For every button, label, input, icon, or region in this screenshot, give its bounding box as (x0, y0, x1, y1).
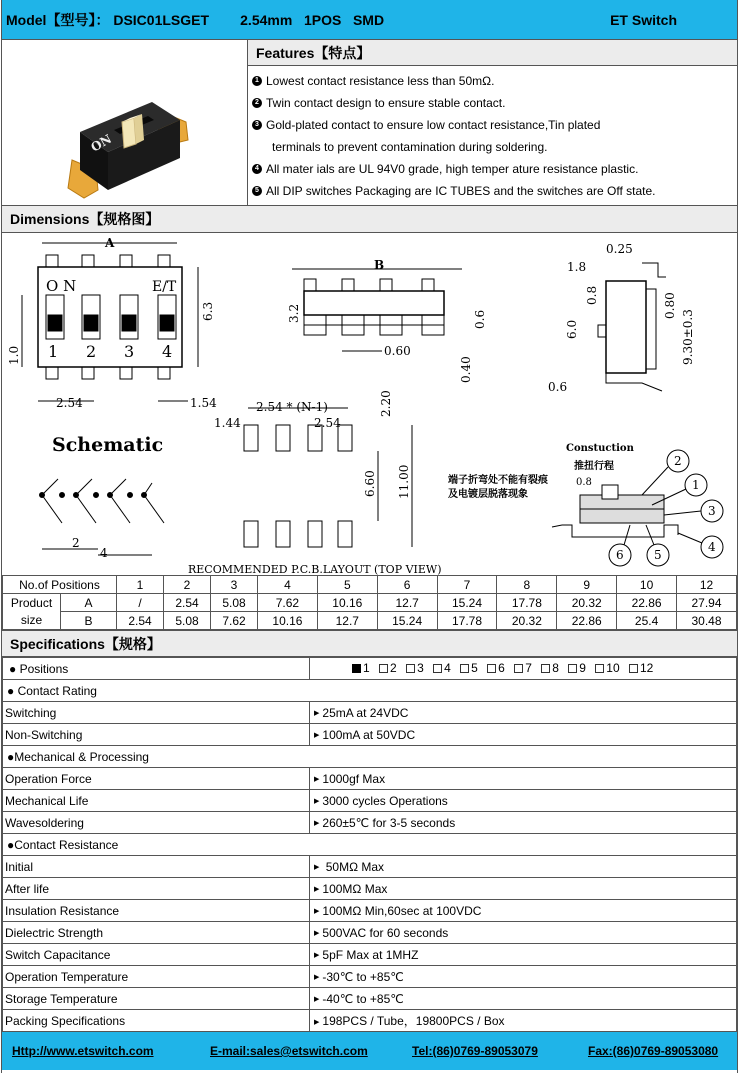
email-link[interactable]: E-mail:sales@etswitch.com (210, 1044, 368, 1058)
spec-value: ▶ 1000gf Max (310, 768, 737, 790)
feature-text: Twin contact design to ensure stable contact. (266, 96, 506, 110)
position-option[interactable]: 4 (433, 661, 451, 675)
spec-label: Wavesoldering (3, 812, 310, 834)
switch-num-4: 4 (162, 342, 173, 361)
table-row (3, 702, 737, 724)
dim-9-30: 9.30±0.3 (681, 309, 695, 365)
col-8: 8 (497, 576, 557, 594)
table-row (3, 768, 737, 790)
table-cell: 12.7 (317, 612, 377, 630)
table-row (3, 680, 737, 702)
title-bar (2, 0, 737, 40)
position-option[interactable]: 10 (595, 661, 619, 675)
checkbox-icon (433, 664, 442, 673)
specifications-table (2, 657, 737, 1032)
col-7: 7 (437, 576, 497, 594)
dim-2-20: 2.20 (379, 390, 393, 417)
dim-0-80: 0.80 (663, 292, 677, 319)
col-1: 1 (117, 576, 164, 594)
dim-b: B (374, 258, 385, 272)
schematic-dim-2: 2 (72, 536, 80, 550)
positions-header: No.of Positions (3, 576, 117, 594)
arrow-icon: ▶ (314, 908, 320, 916)
table-row (3, 724, 737, 746)
section-mechanical: ●Mechanical & Processing (3, 746, 737, 768)
table-row (3, 746, 737, 768)
table-cell: 12.7 (377, 594, 437, 612)
position-option[interactable]: 7 (514, 661, 532, 675)
specifications-title: Specifications【规格】 (2, 630, 737, 657)
dim-0-6b: 0.6 (548, 380, 568, 394)
table-cell: 22.86 (557, 612, 617, 630)
section-contact-resistance: ●Contact Resistance (3, 834, 737, 856)
pcb-layout (188, 390, 442, 575)
telephone: Tel:(86)0769-89053079 (412, 1044, 538, 1058)
dim-1-8: 1.8 (567, 260, 587, 274)
features-panel (248, 40, 737, 206)
footer-bar (2, 1032, 737, 1070)
table-row (3, 834, 737, 856)
col-2: 2 (164, 576, 211, 594)
position-option[interactable]: 2 (379, 661, 397, 675)
arrow-icon: ▶ (314, 886, 320, 894)
table-cell: 2.54 (117, 612, 164, 630)
table-cell: 25.4 (617, 612, 677, 630)
position-option[interactable]: 1 (352, 661, 370, 675)
table-row (3, 878, 737, 900)
positions-label: ● Positions (3, 658, 310, 680)
table-cell: 20.32 (497, 612, 557, 630)
table-cell: 15.24 (377, 612, 437, 630)
spec-value: ▶ 100MΩ Min,60sec at 100VDC (310, 900, 737, 922)
feature-item (252, 158, 737, 180)
col-4: 4 (258, 576, 318, 594)
table-cell: 10.16 (258, 612, 318, 630)
arrow-icon: ▶ (314, 864, 320, 872)
table-cell: 17.78 (497, 594, 557, 612)
callout-2: 2 (674, 454, 682, 468)
spec-value: ▶ -30℃ to +85℃ (310, 966, 737, 988)
spec-value: ▶ 500VAC for 60 seconds (310, 922, 737, 944)
position-option[interactable]: 6 (487, 661, 505, 675)
spec-label: Dielectric Strength (3, 922, 310, 944)
checkbox-icon (460, 664, 469, 673)
table-row (3, 900, 737, 922)
dim-0-60: 0.60 (384, 344, 411, 358)
checkbox-icon (541, 664, 550, 673)
table-row (3, 812, 737, 834)
switch-num-1: 1 (48, 342, 59, 361)
feature-item (252, 114, 737, 136)
website-link[interactable]: Http://www.etswitch.com (12, 1044, 154, 1058)
table-cell: 27.94 (677, 594, 737, 612)
switch-num-2: 2 (86, 342, 97, 361)
end-view (548, 242, 695, 394)
dim-6-3: 6.3 (201, 301, 215, 321)
positions-size-table (2, 575, 737, 630)
feature-number: 3 (252, 120, 262, 130)
product-row (2, 40, 737, 206)
col-10: 10 (617, 576, 677, 594)
checkbox-icon (514, 664, 523, 673)
construction (447, 443, 723, 566)
spec-value: ▶ 25mA at 24VDC (310, 702, 737, 724)
spec-value: ▶ 50MΩ Max (310, 856, 737, 878)
spec-value: ▶ 3000 cycles Operations (310, 790, 737, 812)
pitch-formula: 2.54 * (N-1) (256, 400, 328, 414)
features-title: Features【特点】 (248, 40, 737, 66)
row-a-label: A (61, 594, 117, 612)
feature-text: All DIP switches Packaging are IC TUBES and the switches are Off state. (266, 184, 656, 198)
row-b-label: B (61, 612, 117, 630)
stroke-label: 推扭行程 (574, 461, 614, 472)
checkbox-icon (379, 664, 388, 673)
on-marking: O N (46, 277, 77, 295)
dim-2-54: 2.54 (56, 396, 83, 410)
callout-3: 3 (708, 504, 716, 518)
spec-label: Mechanical Life (3, 790, 310, 812)
datasheet (1, 0, 738, 1073)
feature-text: Gold-plated contact to ensure low contact resistance,Tin plated (266, 118, 601, 132)
construction-label: Constuction (566, 443, 634, 454)
brand-name: ET Switch (610, 11, 677, 28)
dim-0-6: 0.6 (473, 309, 487, 329)
features-list (248, 66, 737, 202)
table-cell: 15.24 (437, 594, 497, 612)
dim-6-0: 6.0 (565, 319, 579, 339)
spec-label: Switch Capacitance (3, 944, 310, 966)
dim-6-60: 6.60 (363, 470, 377, 497)
checkbox-icon (406, 664, 415, 673)
table-row (3, 612, 737, 630)
feature-text: terminals to prevent contamination during soldering. (272, 140, 548, 154)
positions-options (310, 658, 737, 680)
checkbox-icon (595, 664, 604, 673)
table-row (3, 856, 737, 878)
dimension-drawing (2, 233, 737, 575)
arrow-icon: ▶ (314, 996, 320, 1004)
dim-1-54: 1.54 (190, 396, 217, 410)
feature-text: All mater ials are UL 94V0 grade, high temper ature resistance plastic. (266, 162, 639, 176)
col-3: 3 (211, 576, 258, 594)
dim-0-40: 0.40 (459, 356, 473, 383)
arrow-icon: ▶ (314, 930, 320, 938)
spec-label: Switching (3, 702, 310, 724)
dimensions-title: Dimensions【规格图】 (2, 206, 737, 233)
table-row (3, 790, 737, 812)
checkbox-icon (487, 664, 496, 673)
spec-value: ▶ 198PCS / Tube，19800PCS / Box (310, 1010, 737, 1032)
feature-item (252, 70, 737, 92)
table-row (3, 1010, 737, 1032)
pcb-layout-label: RECOMMENDED P.C.B.LAYOUT (TOP VIEW) (188, 563, 442, 575)
table-cell: 2.54 (164, 594, 211, 612)
arrow-icon: ▶ (314, 974, 320, 982)
callout-6: 6 (616, 548, 624, 562)
table-cell: 5.08 (164, 612, 211, 630)
table-cell: / (117, 594, 164, 612)
table-cell: 10.16 (317, 594, 377, 612)
col-12: 12 (677, 576, 737, 594)
dim-0-25: 0.25 (606, 242, 633, 256)
table-row (3, 658, 737, 680)
table-row (3, 594, 737, 612)
spec-value: ▶ 100MΩ Max (310, 878, 737, 900)
position-option[interactable]: 8 (541, 661, 559, 675)
spec-label: Packing Specifications (3, 1010, 310, 1032)
spec-value: ▶ 260±5℃ for 3-5 seconds (310, 812, 737, 834)
table-row (3, 576, 737, 594)
col-5: 5 (317, 576, 377, 594)
col-6: 6 (377, 576, 437, 594)
feature-number: 2 (252, 98, 262, 108)
position-option[interactable]: 3 (406, 661, 424, 675)
position-option[interactable]: 12 (629, 661, 653, 675)
product-photo (2, 40, 248, 206)
top-view (7, 236, 217, 410)
switch-num-3: 3 (124, 342, 135, 361)
spec-value: ▶ -40℃ to +85℃ (310, 988, 737, 1010)
table-cell: 5.08 (211, 594, 258, 612)
dim-11-00: 11.00 (397, 464, 411, 499)
callout-5: 5 (654, 548, 662, 562)
spec-value: ▶ 5pF Max at 1MHZ (310, 944, 737, 966)
table-row (3, 988, 737, 1010)
dim-2-54b: 2.54 (314, 416, 341, 430)
table-row (3, 966, 737, 988)
dim-3-2: 3.2 (287, 303, 301, 323)
callout-4: 4 (708, 540, 716, 554)
table-row (3, 922, 737, 944)
spec-label: Storage Temperature (3, 988, 310, 1010)
arrow-icon: ▶ (314, 1018, 320, 1026)
note-line-2: 及电镀层脱落现象 (448, 489, 528, 500)
feature-number: 1 (252, 76, 262, 86)
spec-value: ▶ 100mA at 50VDC (310, 724, 737, 746)
dim-1-0: 1.0 (7, 345, 21, 365)
feature-item (252, 180, 737, 202)
spec-label: Operation Force (3, 768, 310, 790)
feature-item (252, 136, 737, 158)
table-cell: 7.62 (211, 612, 258, 630)
col-9: 9 (557, 576, 617, 594)
spec-label: Non-Switching (3, 724, 310, 746)
fax: Fax:(86)0769-89053080 (588, 1044, 719, 1058)
section-contact-rating: ● Contact Rating (3, 680, 737, 702)
arrow-icon: ▶ (314, 710, 320, 718)
dim-a: A (105, 236, 115, 250)
side-view (287, 258, 487, 383)
spec-label: After life (3, 878, 310, 900)
stroke-dim: 0.8 (576, 477, 592, 488)
table-cell: 30.48 (677, 612, 737, 630)
arrow-icon: ▶ (314, 732, 320, 740)
checkbox-icon (629, 664, 638, 673)
position-option[interactable]: 9 (568, 661, 586, 675)
checkbox-icon (568, 664, 577, 673)
note-line-1: 端子折弯处不能有裂痕 (448, 475, 548, 486)
table-cell: 22.86 (617, 594, 677, 612)
table-cell: 17.78 (437, 612, 497, 630)
arrow-icon: ▶ (314, 798, 320, 806)
feature-number: 4 (252, 164, 262, 174)
table-cell: 20.32 (557, 594, 617, 612)
photo-on-marking: ON (88, 131, 115, 155)
position-option[interactable]: 5 (460, 661, 478, 675)
feature-item (252, 92, 737, 114)
checkbox-checked-icon (352, 664, 361, 673)
table-cell: 7.62 (258, 594, 318, 612)
positions-checkboxes (312, 661, 734, 676)
et-marking: E/T (152, 279, 177, 295)
feature-number: 5 (252, 186, 262, 196)
arrow-icon: ▶ (314, 952, 320, 960)
arrow-icon: ▶ (314, 776, 320, 784)
dim-1-44: 1.44 (214, 416, 241, 430)
spec-label: Operation Temperature (3, 966, 310, 988)
table-row (3, 944, 737, 966)
spec-label: Insulation Resistance (3, 900, 310, 922)
schematic (40, 434, 165, 560)
dim-0-8: 0.8 (585, 285, 599, 305)
callout-1: 1 (692, 478, 700, 492)
arrow-icon: ▶ (314, 820, 320, 828)
size-label: size (3, 612, 61, 630)
schematic-dim-4: 4 (100, 546, 108, 560)
feature-text: Lowest contact resistance less than 50mΩ. (266, 74, 495, 88)
model-title: Model【型号】： DSIC01LSGET 2.54mm 1POS SMD (6, 11, 385, 28)
product-label: Product (3, 594, 61, 612)
spec-label: Initial (3, 856, 310, 878)
schematic-label: Schematic (52, 434, 164, 456)
